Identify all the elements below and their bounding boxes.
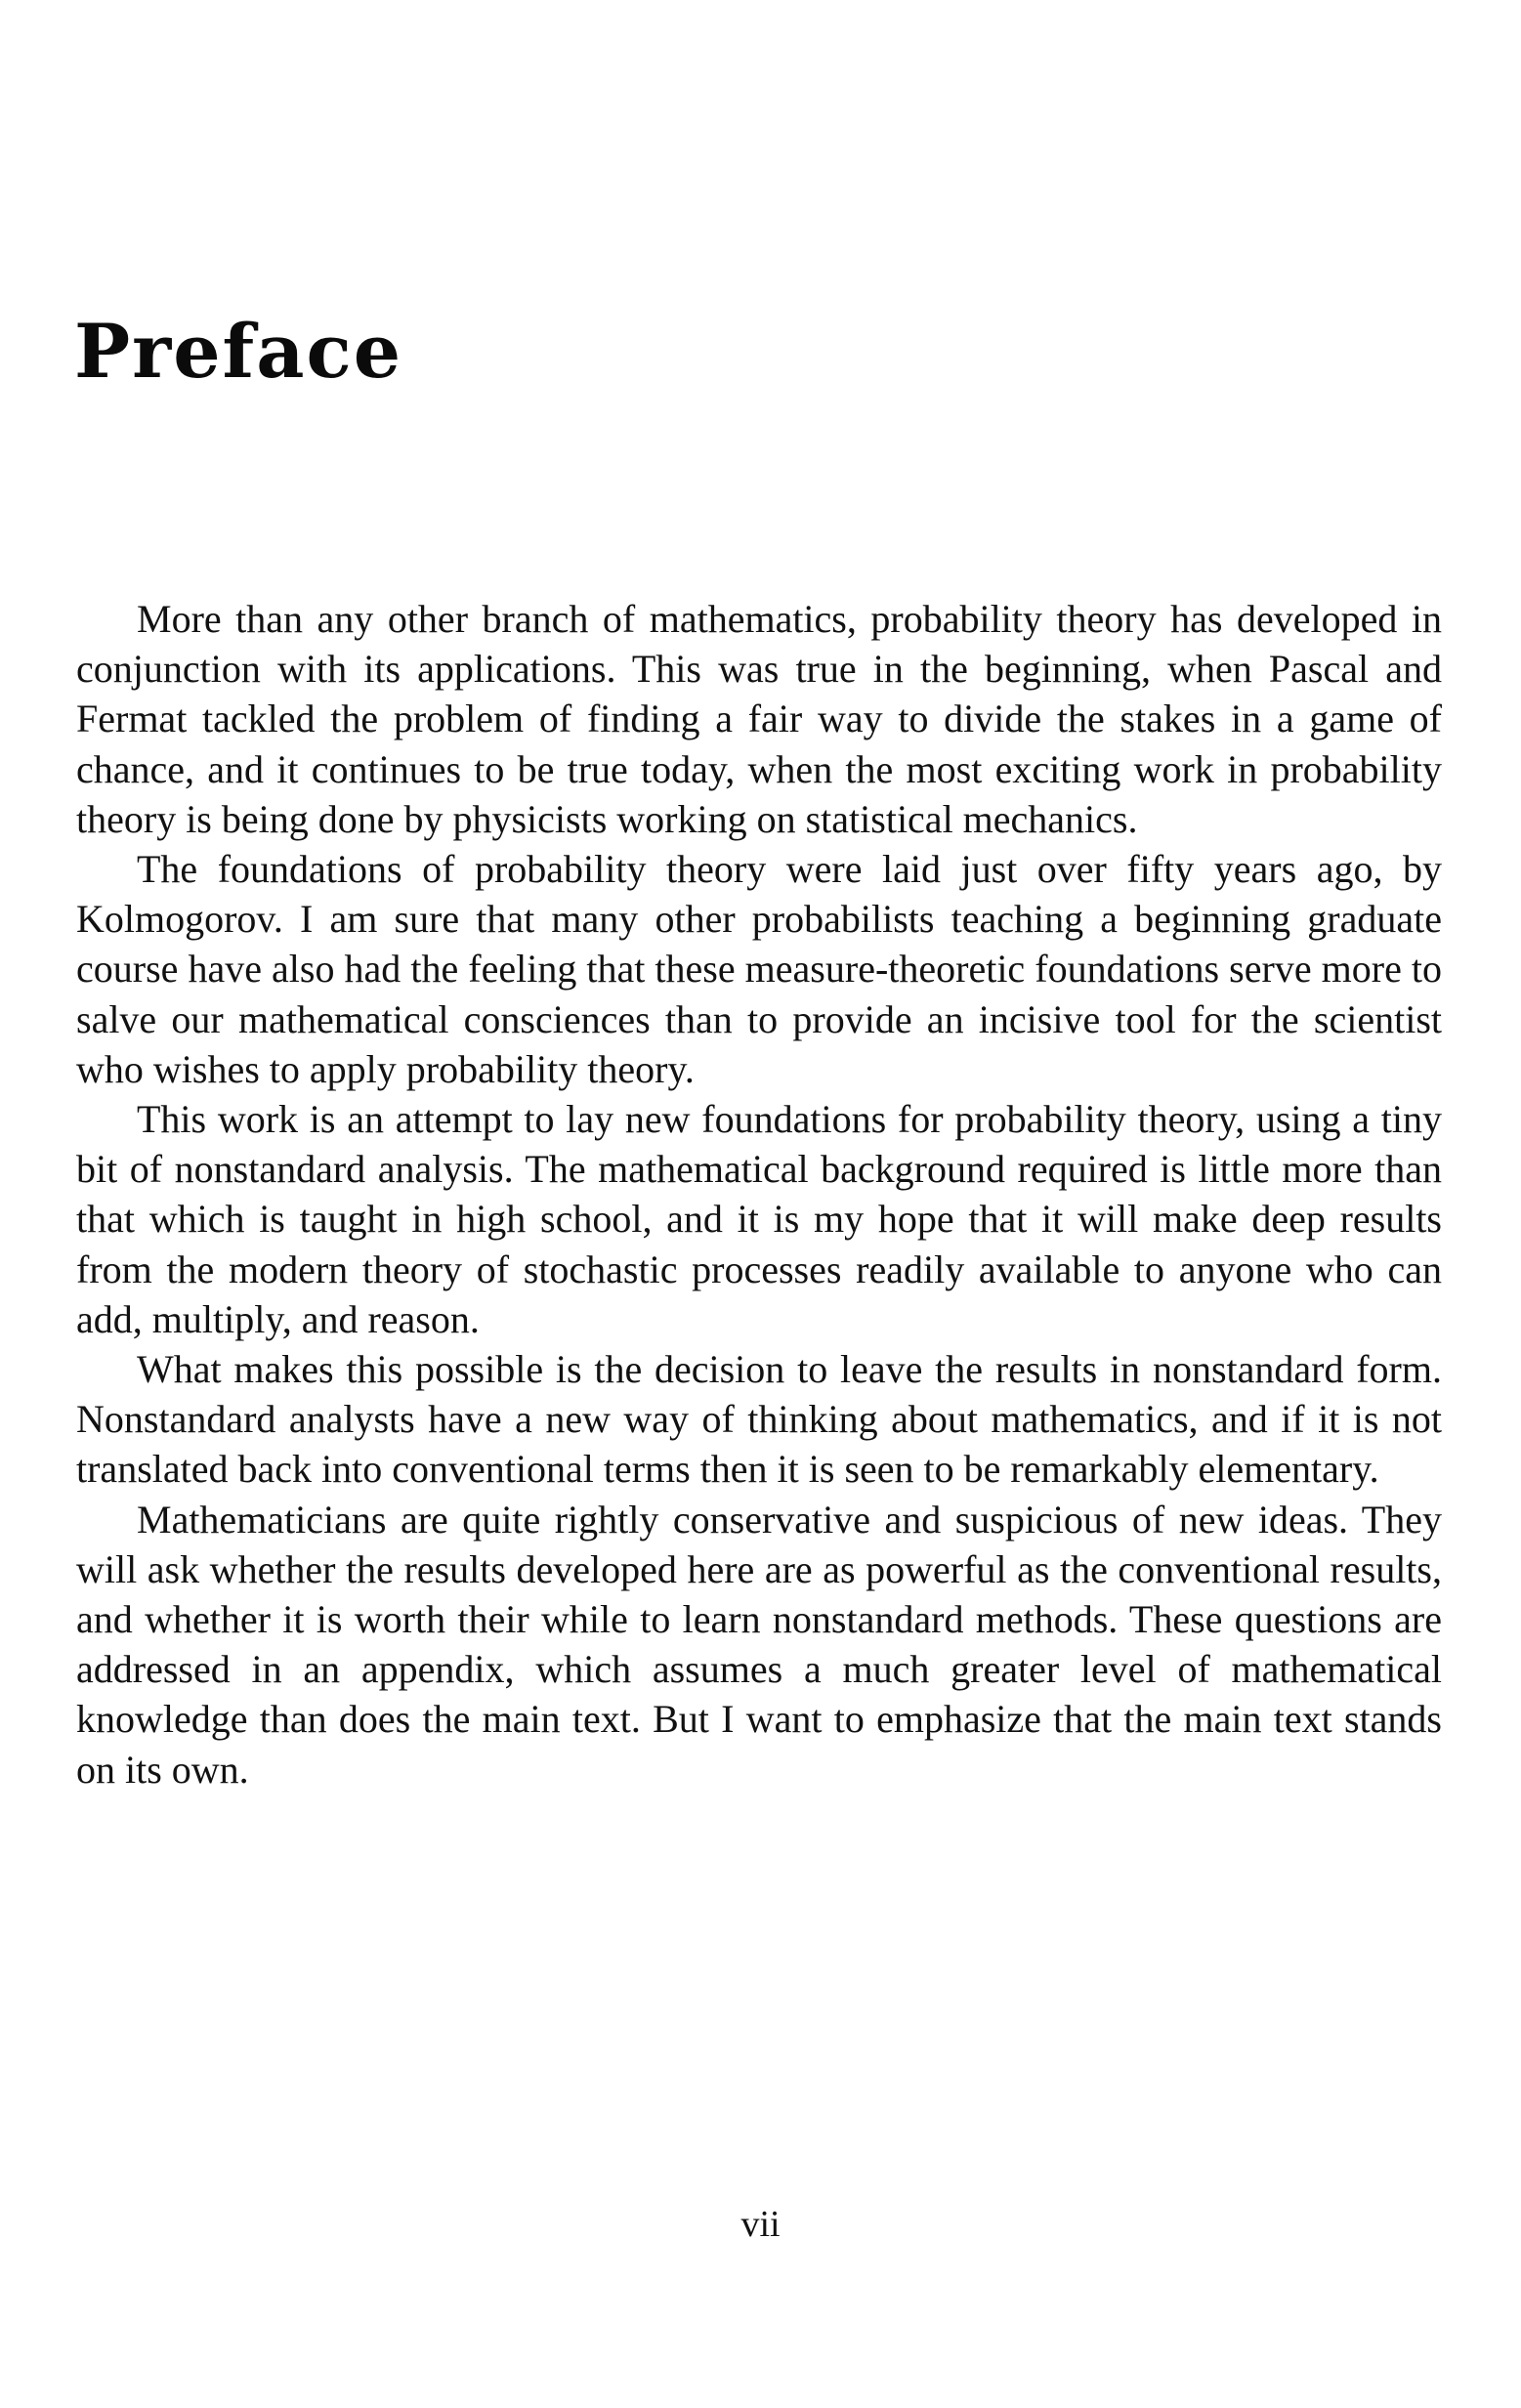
preface-body [76,594,1442,1795]
page-number: vii [740,2204,781,2245]
paragraph-4: What makes this possible is the decision to leave the results in nonstandard form. Nonstandard analysts have a new way of thinking about mathematics, and if it is not translated back into conventional terms then it is seen to be remarkably elementary. [76,1347,1442,1492]
paragraph-1: More than any other branch of mathematics, probability theory has developed in conjunction with its applications. This was true in the beginning, when Pascal and Fermat tackled the problem of finding a fair way to divide the stakes in a game of chance, and it continues to be true today, when the most exciting work in probability theory is being done by physicists working on statistical mechanics. [76,597,1442,841]
paragraph-3: This work is an attempt to lay new foundations for probability theory, using a tiny bit of nonstandard analysis. The mathematical background required is little more than that which is taught in high school, and it is my hope that it will make deep results from the modern theory of stochastic processes readily available to anyone who can add, multiply, and reason. [76,1097,1442,1341]
chapter-title: Preface [74,308,403,395]
paragraph-5: Mathematicians are quite rightly conservative and suspicious of new ideas. They will ask whether the results developed here are as powerful as the conventional results, and whether it is worth their while to learn nonstandard methods. These questions are addressed in an appendix, which assumes a much greater level of mathematical knowledge than does the main text. But I want to emphasize that the main text stands on its own. [76,1497,1442,1792]
paragraph-2: The foundations of probability theory were laid just over fifty years ago, by Kolmogorov. I am sure that many other probabilists teaching a beginning graduate course have also had the feeling that these measure-theoretic foundations serve more to salve our mathematical consciences than to provide an incisive tool for the scientist who wishes to apply probability theory. [76,847,1442,1091]
